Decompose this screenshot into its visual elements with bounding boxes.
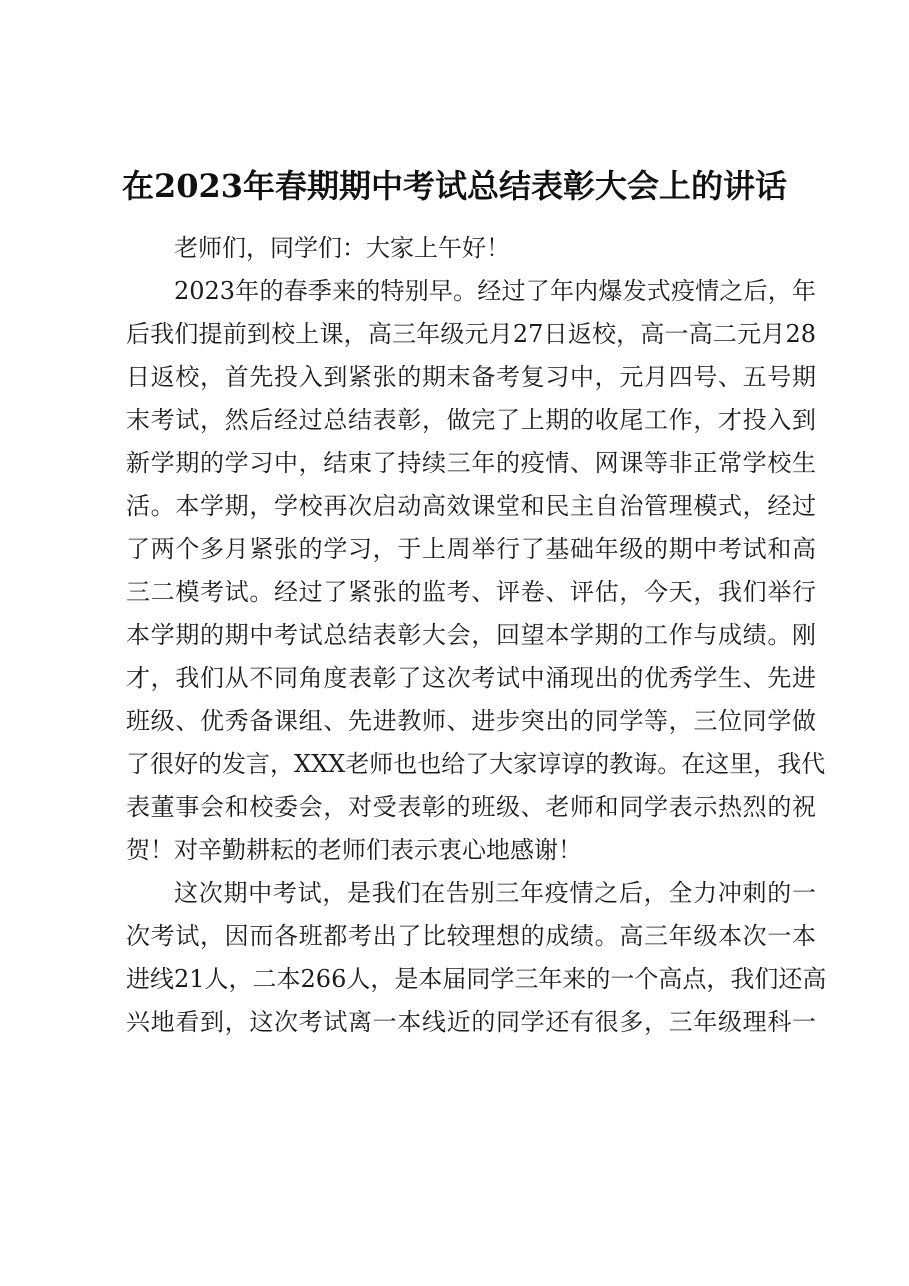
text-line: 后我们提前到校上课，高三年级元月27日返校，高一高二元月28 bbox=[126, 320, 816, 348]
text-line: 新学期的学习中，结束了持续三年的疫情、网课等非正常学校生 bbox=[126, 449, 816, 477]
text-line: 本学期的期中考试总结表彰大会，回望本学期的工作与成绩。刚 bbox=[126, 621, 816, 649]
text-line: 了很好的发言，XXX老师也也给了大家谆谆的教诲。在这里，我代 bbox=[126, 750, 826, 778]
text-line: 才，我们从不同角度表彰了这次考试中涌现出的优秀学生、先进 bbox=[126, 664, 816, 692]
text-line: 三二模考试。经过了紧张的监考、评卷、评估，今天，我们举行 bbox=[126, 578, 816, 606]
text-line: 2023年的春季来的特别早。经过了年内爆发式疫情之后，年 bbox=[174, 277, 816, 305]
text-line: 贺！对辛勤耕耘的老师们表示衷心地感谢！ bbox=[126, 836, 582, 864]
paragraph-review bbox=[126, 271, 826, 873]
text-line: 末考试，然后经过总结表彰，做完了上期的收尾工作，才投入到 bbox=[126, 406, 816, 434]
text-line: 日返校，首先投入到紧张的期末备考复习中，元月四号、五号期 bbox=[126, 363, 816, 391]
text-line: 次考试，因而各班都考出了比较理想的成绩。高三年级本次一本 bbox=[126, 922, 816, 950]
text-line: 进线21人，二本266人，是本届同学三年来的一个高点，我们还高 bbox=[126, 965, 827, 993]
text-line: 了两个多月紧张的学习，于上周举行了基础年级的期中考试和高 bbox=[126, 535, 816, 563]
paragraph-greeting bbox=[126, 228, 816, 271]
text-line: 班级、优秀备课组、先进教师、进步突出的同学等，三位同学做 bbox=[126, 707, 816, 735]
text-line: 这次期中考试，是我们在告别三年疫情之后，全力冲刺的一 bbox=[174, 879, 816, 907]
text-line: 老师们，同学们：大家上午好！ bbox=[174, 234, 510, 262]
text-line: 兴地看到，这次考试离一本线近的同学还有很多，三年级理科一 bbox=[126, 1008, 816, 1036]
document-title: 在2023年春期期中考试总结表彰大会上的讲话 bbox=[121, 167, 788, 205]
document-body bbox=[126, 228, 827, 1045]
paragraph-results bbox=[126, 873, 827, 1045]
text-line: 表董事会和校委会，对受表彰的班级、老师和同学表示热烈的祝 bbox=[126, 793, 816, 821]
text-line: 活。本学期，学校再次启动高效课堂和民主自治管理模式，经过 bbox=[126, 492, 816, 520]
